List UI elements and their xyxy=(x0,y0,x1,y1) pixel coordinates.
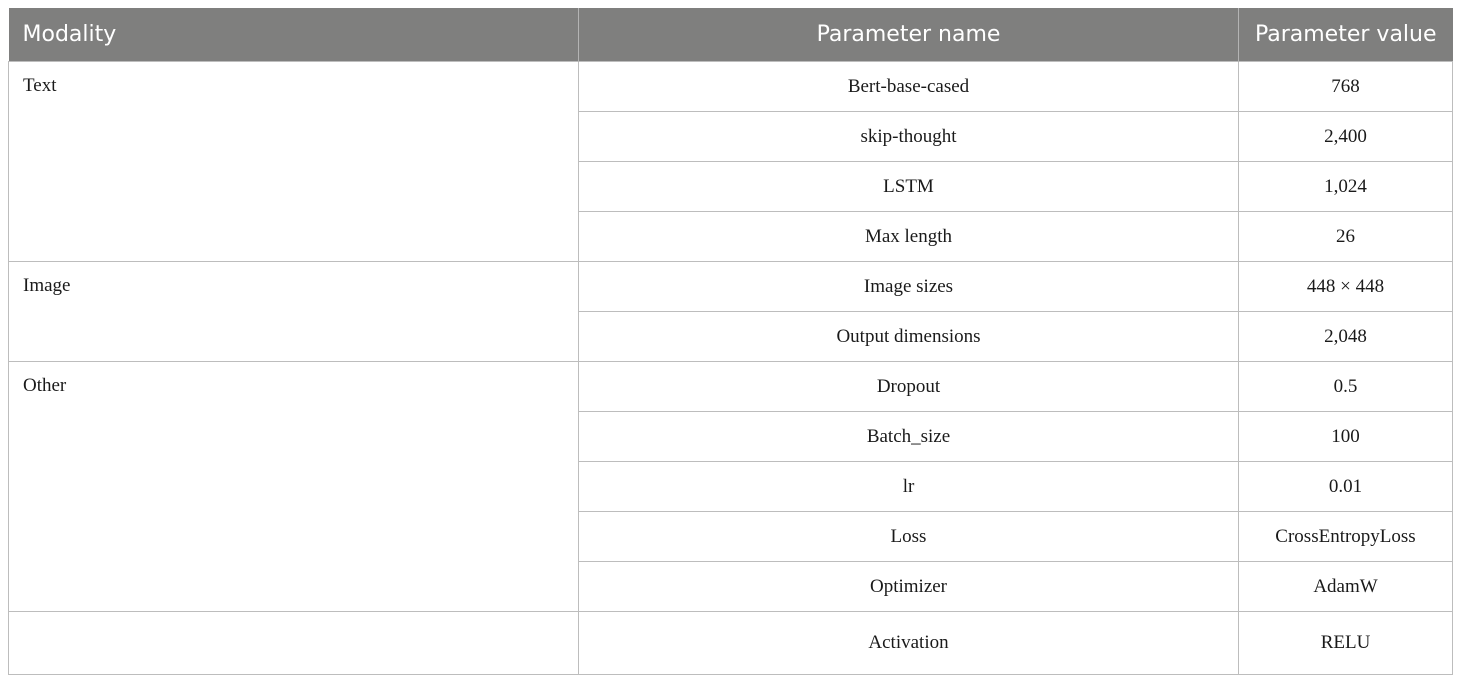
parameter-value-cell: 100 xyxy=(1239,412,1453,462)
parameter-value-cell: 26 xyxy=(1239,212,1453,262)
parameter-table-container xyxy=(8,8,1452,675)
table-body xyxy=(9,62,1453,675)
header-row xyxy=(9,8,1453,62)
parameter-name-cell: Batch_size xyxy=(579,412,1239,462)
parameter-value-cell: CrossEntropyLoss xyxy=(1239,512,1453,562)
parameter-name-cell: Loss xyxy=(579,512,1239,562)
header-parameter-name: Parameter name xyxy=(579,8,1239,62)
parameter-value-cell: 0.01 xyxy=(1239,462,1453,512)
parameter-name-cell: Activation xyxy=(579,612,1239,675)
header-modality: Modality xyxy=(9,8,579,62)
table-row xyxy=(9,262,1453,312)
parameter-value-cell: AdamW xyxy=(1239,562,1453,612)
modality-cell-empty xyxy=(9,612,579,675)
parameter-name-cell: skip-thought xyxy=(579,112,1239,162)
modality-cell-other: Other xyxy=(9,362,579,612)
table-header xyxy=(9,8,1453,62)
modality-cell-text: Text xyxy=(9,62,579,262)
parameter-value-cell: 448 × 448 xyxy=(1239,262,1453,312)
parameter-name-cell: Max length xyxy=(579,212,1239,262)
parameter-name-cell: Optimizer xyxy=(579,562,1239,612)
parameter-name-cell: Output dimensions xyxy=(579,312,1239,362)
parameter-name-cell: Bert-base-cased xyxy=(579,62,1239,112)
table-row xyxy=(9,362,1453,412)
parameter-value-cell: 0.5 xyxy=(1239,362,1453,412)
parameter-name-cell: lr xyxy=(579,462,1239,512)
modality-cell-image: Image xyxy=(9,262,579,362)
table-row xyxy=(9,62,1453,112)
header-parameter-value: Parameter value xyxy=(1239,8,1453,62)
parameter-value-cell: 2,400 xyxy=(1239,112,1453,162)
parameter-value-cell: RELU xyxy=(1239,612,1453,675)
parameter-table xyxy=(8,8,1453,675)
parameter-name-cell: LSTM xyxy=(579,162,1239,212)
table-row xyxy=(9,612,1453,675)
parameter-value-cell: 768 xyxy=(1239,62,1453,112)
parameter-value-cell: 1,024 xyxy=(1239,162,1453,212)
parameter-name-cell: Dropout xyxy=(579,362,1239,412)
parameter-name-cell: Image sizes xyxy=(579,262,1239,312)
parameter-value-cell: 2,048 xyxy=(1239,312,1453,362)
